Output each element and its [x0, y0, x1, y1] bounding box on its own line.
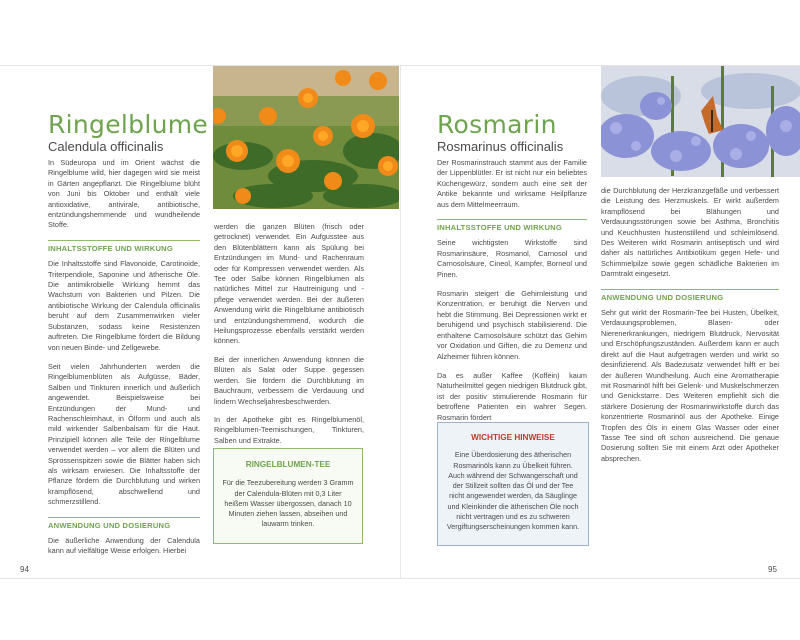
- paragraph: die Durchblutung der Herzkranzgefäße und verbessert die Leistung des Herzmuskels. Er wirkt außerdem krampflösend bei Blähungen und Verdauungsstörungen sowie bei Asthma, Bronchitis und Keuchhusten hustenstillend und schleimlösend. Des Weiteren wirkt Rosmarin antiseptisch und wird daher als natürliches Antibiotikum gegen Hefe- und Schimmelpilze sowie gegen schädliche Bakterien im Darmtrakt eingesetzt.: [601, 186, 779, 279]
- important-notes-box: [437, 422, 589, 546]
- paragraph: Rosmarin steigert die Gehirnleistung und Konzentration, er beruhigt die Nerven und hebt die Stimmung. Bei Depressionen wirkt er beruhigend und psychisch stabilisierend. Die enthaltene Carnosolsäure schützt das Gehirn vor Oxidation und Giften, die zu Demenz und Alzheimer führen können.: [437, 289, 587, 361]
- section-heading: INHALTSSTOFFE UND WIRKUNG: [48, 240, 200, 254]
- tea-recipe-box: [213, 448, 363, 544]
- box-text: Für die Teezubereitung werden 3 Gramm der Calendula-Blüten mit 0,3 Liter heißem Wasser übergossen, danach 10 Minuten ziehen lassen, abseihen und lauwarm trinken.: [222, 478, 354, 529]
- paragraph: Die Inhaltsstoffe sind Flavonoide, Carotinoide, Triterpendiole, Saponine und ätherische Öle. Die antimikrobielle Wirkung hemmt das Wachstum von Bakterien und Pilzen. Die antibiotische Wirkung der Calendula officinalis beruht auf dem Zusammenwirken vieler Substanzen, sodass keine Resistenzen auftreten. Die Ringelblume fördert die Bildung von neuen Binde- und Zellgewebe.: [48, 259, 200, 352]
- rosemary-photo: [601, 66, 800, 177]
- box-title: RINGELBLUMEN-TEE: [245, 460, 331, 469]
- right-column-1: [437, 158, 587, 429]
- left-column-2: [214, 222, 364, 452]
- page-number: 94: [20, 565, 29, 574]
- paragraph: Die äußerliche Anwendung der Calendula kann auf vielfältige Weise erfolgen. Hierbei: [48, 536, 200, 556]
- page-number: 95: [768, 565, 777, 574]
- paragraph: In der Apotheke gibt es Ringelblumenöl, Ringelblumen-Teemischungen, Tinkturen, Salben und Extrakte.: [214, 414, 364, 445]
- section-heading: ANWENDUNG UND DOSIERUNG: [601, 289, 779, 303]
- section-heading: INHALTSSTOFFE UND WIRKUNG: [437, 219, 587, 233]
- left-column-1: [48, 158, 200, 563]
- marigold-photo: [213, 66, 399, 209]
- book-spread: [0, 65, 800, 579]
- section-heading: ANWENDUNG UND DOSIERUNG: [48, 517, 200, 531]
- paragraph: In Südeuropa und im Orient wächst die Ringelblume wild, hier dagegen wird sie meist in Gärten angepflanzt. Die Ringelblume blüht von Juni bis Oktober und enthält viele antioxidative, antivirale, antibiotische, entzündungshemmende und wundheilende Stoffe.: [48, 158, 200, 230]
- page-title: Rosmarin: [437, 110, 557, 139]
- box-text: Eine Überdosierung des ätherischen Rosmarinöls kann zu Übelkeit führen. Auch während der Schwangerschaft und der Stillzeit sollten das Öl und der Tee nicht angewendet werden, da Säuglinge und Kleinkinder die ätherischen Öle noch nicht vertragen und es zu schweren Vergiftungserscheinungen kommen kann.: [446, 450, 580, 532]
- paragraph: Seit vielen Jahrhunderten werden die Ringelblumenblüten als Aufgüsse, Bäder, Salben und Tinkturen innerlich und äußerlich angewendet. Beispielsweise bei Entzündungen der Mund- und Rachenschleimhaut, in Ölform und auch als mild wirkender Salbenbalsam für die Haut. Prinzipiell können alle Teile der Ringelblume verwendet werden – vor allem die Blüten und Sprossenspitzen sowie die Blätter haben sich als wirksam erwiesen. Die Inhaltsstoffe der Pflanze fördern die Durchblutung und wirken krampflösend, abschwellend und schmerzstillend.: [48, 361, 200, 507]
- page-subtitle: Calendula officinalis: [48, 139, 164, 154]
- page-title: Ringelblume: [48, 110, 209, 139]
- paragraph: Bei der innerlichen Anwendung können die Blüten als Salat oder Suppe gegessen werden. Sie fördern die Durchblutung im Bauchraum, verbessern die Verdauung und lindern Wechseljahresbeschwerden.: [214, 354, 364, 406]
- paragraph: Sehr gut wirkt der Rosmarin-Tee bei Husten, Übelkeit, Verdauungsproblemen, Blasen- oder Nierenerkrankungen, niedrigem Blutdruck, Nervosität und Erschöpfungszuständen. Außerdem kann er auch direkt auf die Haut aufgetragen werden und wirkt so desinfizierend. Als Badezusatz verwendet hilft er bei der äußeren Wundheilung. Auch eine Aromatherapie mit Rosmarinöl hilft bei Gelenk- und Muskelschmerzen und Genickstarre. Des Weiteren empfiehlt sich die stärkere Dosierung der Rosmarinwirkstoffe durch das konzentrierte Rosmarinöl aus der Apotheke. Einige Tropfen des Öls in einem Glas Wasser oder einer Tasse Tee sind oft schon ausreichend. Die genaue Dosierung sollten Sie mit einem Arzt oder Apotheker absprechen.: [601, 308, 779, 463]
- right-column-2: [601, 186, 779, 470]
- page-gutter: [400, 66, 401, 578]
- paragraph: Da es außer Kaffee (Koffein) kaum Naturheilmittel gegen niedrigen Blutdruck gibt, ist der positiv stimulierende Rosmarin für betroffene Patienten ein wahrer Segen. Rosmarin fördert: [437, 370, 587, 422]
- box-title: WICHTIGE HINWEISE: [471, 433, 555, 442]
- paragraph: werden die ganzen Blüten (frisch oder getrocknet) verwendet. Ein Aufgusstee aus den Blütenblättern kann als Spülung bei Entzündungen im Mund- und Rachenraum oder für Kompressen verwendet werden. Als Tee oder Salbe können Ringelblumen als natürliches Mittel zur Hautreinigung und -pflege verwendet werden. Bei der äußeren Anwendung wirkt die Ringelblume antibiotisch und entzündungshemmend, wodurch die Heilungsprozesse ebenfalls verstärkt werden können.: [214, 222, 364, 346]
- page-subtitle: Rosmarinus officinalis: [437, 139, 564, 154]
- paragraph: Seine wichtigsten Wirkstoffe sind Rosmarinsäure, Rosmanol, Carnosol und Carnosolsäure, Cineol, Kampfer, Borneol und Pinen.: [437, 238, 587, 279]
- paragraph: Der Rosmarinstrauch stammt aus der Familie der Lippenblütler. Er ist nicht nur ein beliebtes Küchengewürz, sondern auch eine seit der Antike bekannte und wirksame Heilpflanze aus dem Mittelmeerraum.: [437, 158, 587, 209]
